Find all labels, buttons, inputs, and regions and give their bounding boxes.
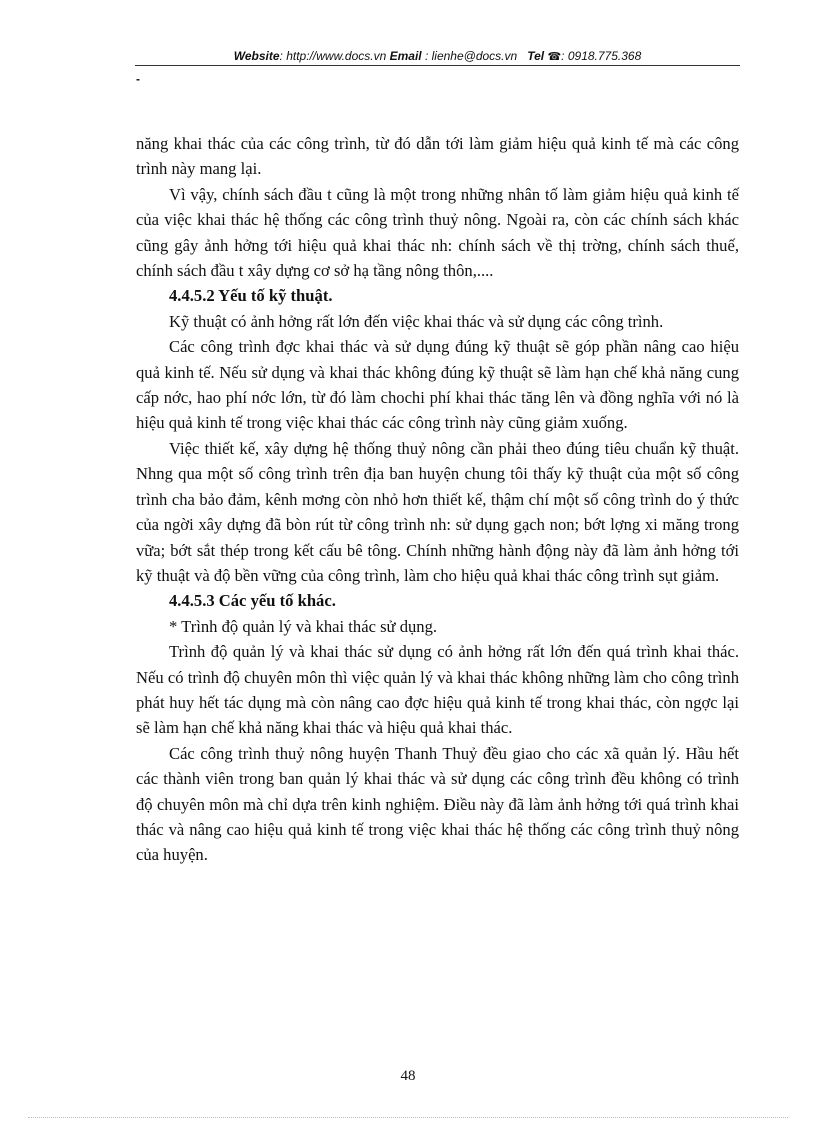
document-body <box>136 131 739 868</box>
paragraph-6: * Trình độ quản lý và khai thác sử dụng. <box>169 616 438 636</box>
paragraph-7: Trình độ quản lý và khai thác sử dụng có ảnh hởng rất lớn đến quá trình khai thác. Nếu có trình độ chuyên môn thì việc quản lý và khai thác không những làm cho công trình phát huy hết tác dụng mà còn nâng cao đợc hiệu quả kinh tế trong khai thác, còn ngợc lại sẽ làm hạn chế khả năng khai thác và hiệu quả khai thác. <box>136 642 739 738</box>
page-number: 48 <box>400 1068 416 1084</box>
website-url[interactable]: : http://www.docs.vn <box>279 49 387 63</box>
email-value[interactable]: : lienhe@docs.vn <box>421 49 518 63</box>
paragraph-1: năng khai thác của các công trình, từ đó dẫn tới làm giảm hiệu quả kinh tế mà các công trình này mang lại. <box>136 134 739 179</box>
paragraph-5: Việc thiết kế, xây dựng hệ thống thuỷ nông cần phải theo đúng tiêu chuẩn kỹ thuật. Nhng qua một số công trình trên địa ban huyện chung tôi thấy kỹ thuật của một số công trình cha bảo đảm, kênh mơng còn nhỏ hơn thiết kế, thậm chí một số công trình do ý thức của ngời xây dựng đã bòn rút từ công trình nh: sử dụng gạch non; bớt lợng xi măng trong vữa; bớt sắt thép trong kết cấu bê tông. Chính những hành động này đã làm ảnh hởng tới kỹ thuật và độ bền vững của công trình, làm cho hiệu quả khai thác công trình sụt giảm. <box>136 438 739 585</box>
email-label: Email <box>389 49 422 63</box>
tel-value: : 0918.775.368 <box>561 49 642 63</box>
paragraph-2: Vì vậy, chính sách đầu t cũng là một trong những nhân tố làm giảm hiệu quả kinh tế của việc khai thác hệ thống các công trình thuỷ nông. Ngoài ra, còn các chính sách khác cũng gây ảnh hởng tới hiệu quả khai thác nh: chính sách về thị trờng, chính sách thuế, chính sách đầu t xây dựng cơ sở hạ tầng nông thôn,.... <box>136 184 739 281</box>
paragraph-8: Các công trình thuỷ nông huyện Thanh Thuỷ đều giao cho các xã quản lý. Hầu hết các thành viên trong ban quản lý khai thác và sử dụng các công trình đều không có trình độ chuyên môn mà chỉ dựa trên kinh nghiệm. Điều này đã làm ảnh hởng tới quá trình khai thác và nâng cao hiệu quả kinh tế trong việc khai thác hệ thống các công trình thuỷ nông của huyện. <box>136 743 739 865</box>
paragraph-4: Các công trình đợc khai thác và sử dụng đúng kỹ thuật sẽ góp phần nâng cao hiệu quả kinh tế. Nếu sử dụng và khai thác không đúng kỹ thuật sẽ làm hạn chế khả năng cung cấp nớc, hao phí nớc lớn, từ đó làm chochi phí khai thác tăng lên và đồng nghĩa với nó là hiệu quả kinh tế trong việc khai thác các công trình này cũng giảm xuống. <box>136 337 739 433</box>
section-heading-4453: 4.4.5.3 Các yếu tố khác. <box>169 591 336 611</box>
top-mark: - <box>136 72 140 86</box>
page-header <box>135 47 740 66</box>
footer-divider <box>28 1117 788 1118</box>
tel-label: Tel <box>527 49 545 63</box>
paragraph-3: Kỹ thuật có ảnh hởng rất lớn đến việc khai thác và sử dụng các công trình. <box>169 311 664 331</box>
section-heading-4452: 4.4.5.2 Yếu tố kỹ thuật. <box>169 286 333 306</box>
website-label: Website <box>233 49 280 63</box>
phone-icon: ☎ <box>547 51 562 63</box>
